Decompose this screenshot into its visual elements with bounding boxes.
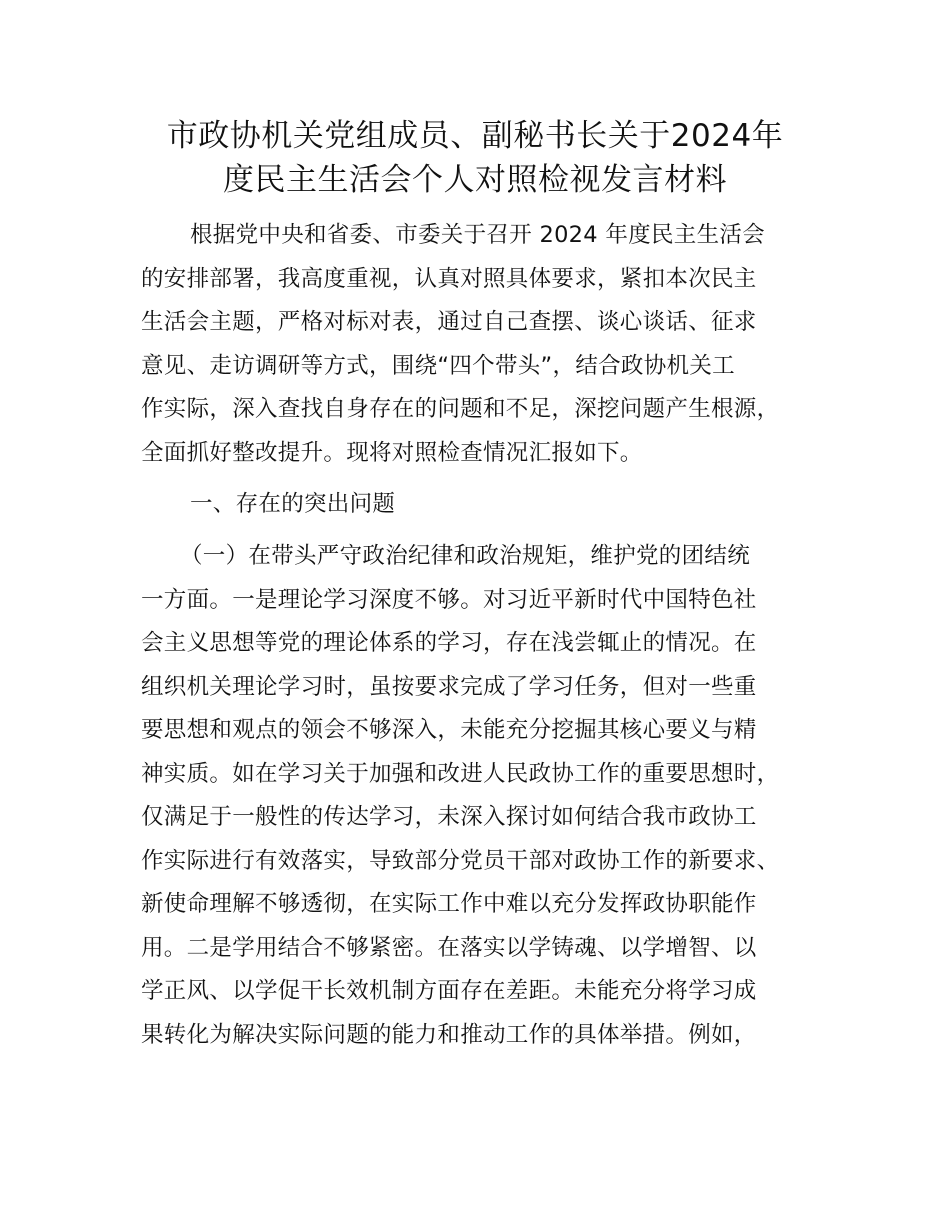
paragraph-2-line-9: 新使命理解不够透彻，在实际工作中难以充分发挥政协职能作 xyxy=(141,891,757,917)
paragraph-2-line-10: 用。二是学用结合不够紧密。在落实以学铸魂、以学增智、以 xyxy=(141,935,757,961)
paragraph-1-line-6: 全面抓好整改提升。现将对照检查情况汇报如下。 xyxy=(141,440,643,466)
title-line-1: 市政协机关党组成员、副秘书长关于2024年 xyxy=(166,118,784,154)
paragraph-2-line-4: 组织机关理论学习时，虽按要求完成了学习任务，但对一些重 xyxy=(141,674,757,700)
paragraph-2-line-2: 一方面。一是理论学习深度不够。对习近平新时代中国特色社 xyxy=(141,587,757,613)
paragraph-2-line-3: 会主义思想等党的理论体系的学习，存在浅尝辄止的情况。在 xyxy=(141,630,757,656)
paragraph-2-line-7: 仅满足于一般性的传达学习，未深入探讨如何结合我市政协工 xyxy=(141,804,757,830)
paragraph-2-line-6: 神实质。如在学习关于加强和改进人民政协工作的重要思想时， xyxy=(141,761,780,787)
section-heading: 一、存在的突出问题 xyxy=(190,491,396,517)
paragraph-1-line-1: 根据党中央和省委、市委关于召开 2024 年度民主生活会 xyxy=(190,222,765,248)
paragraph-2-line-1: （一）在带头严守政治纪律和政治规矩，维护党的团结统 xyxy=(180,543,751,569)
paragraph-2-line-5: 要思想和观点的领会不够深入，未能充分挖掘其核心要义与精 xyxy=(141,717,757,743)
paragraph-1-line-4: 意见、走访调研等方式，围绕“四个带头”，结合政协机关工 xyxy=(141,353,735,379)
paragraph-1-line-5: 作实际，深入查找自身存在的问题和不足，深挖问题产生根源， xyxy=(141,396,780,422)
paragraph-2-line-11: 学正风、以学促干长效机制方面存在差距。未能充分将学习成 xyxy=(141,978,757,1004)
paragraph-1-line-2: 的安排部署，我高度重视，认真对照具体要求，紧扣本次民主 xyxy=(141,266,757,292)
title-line-2: 度民主生活会个人对照检视发言材料 xyxy=(223,162,727,198)
paragraph-1-line-3: 生活会主题，严格对标对表，通过自己查摆、谈心谈话、征求 xyxy=(141,309,757,335)
paragraph-2-line-12: 果转化为解决实际问题的能力和推动工作的具体举措。例如， xyxy=(141,1022,757,1048)
paragraph-2-line-8: 作实际进行有效落实，导致部分党员干部对政协工作的新要求、 xyxy=(141,848,780,874)
